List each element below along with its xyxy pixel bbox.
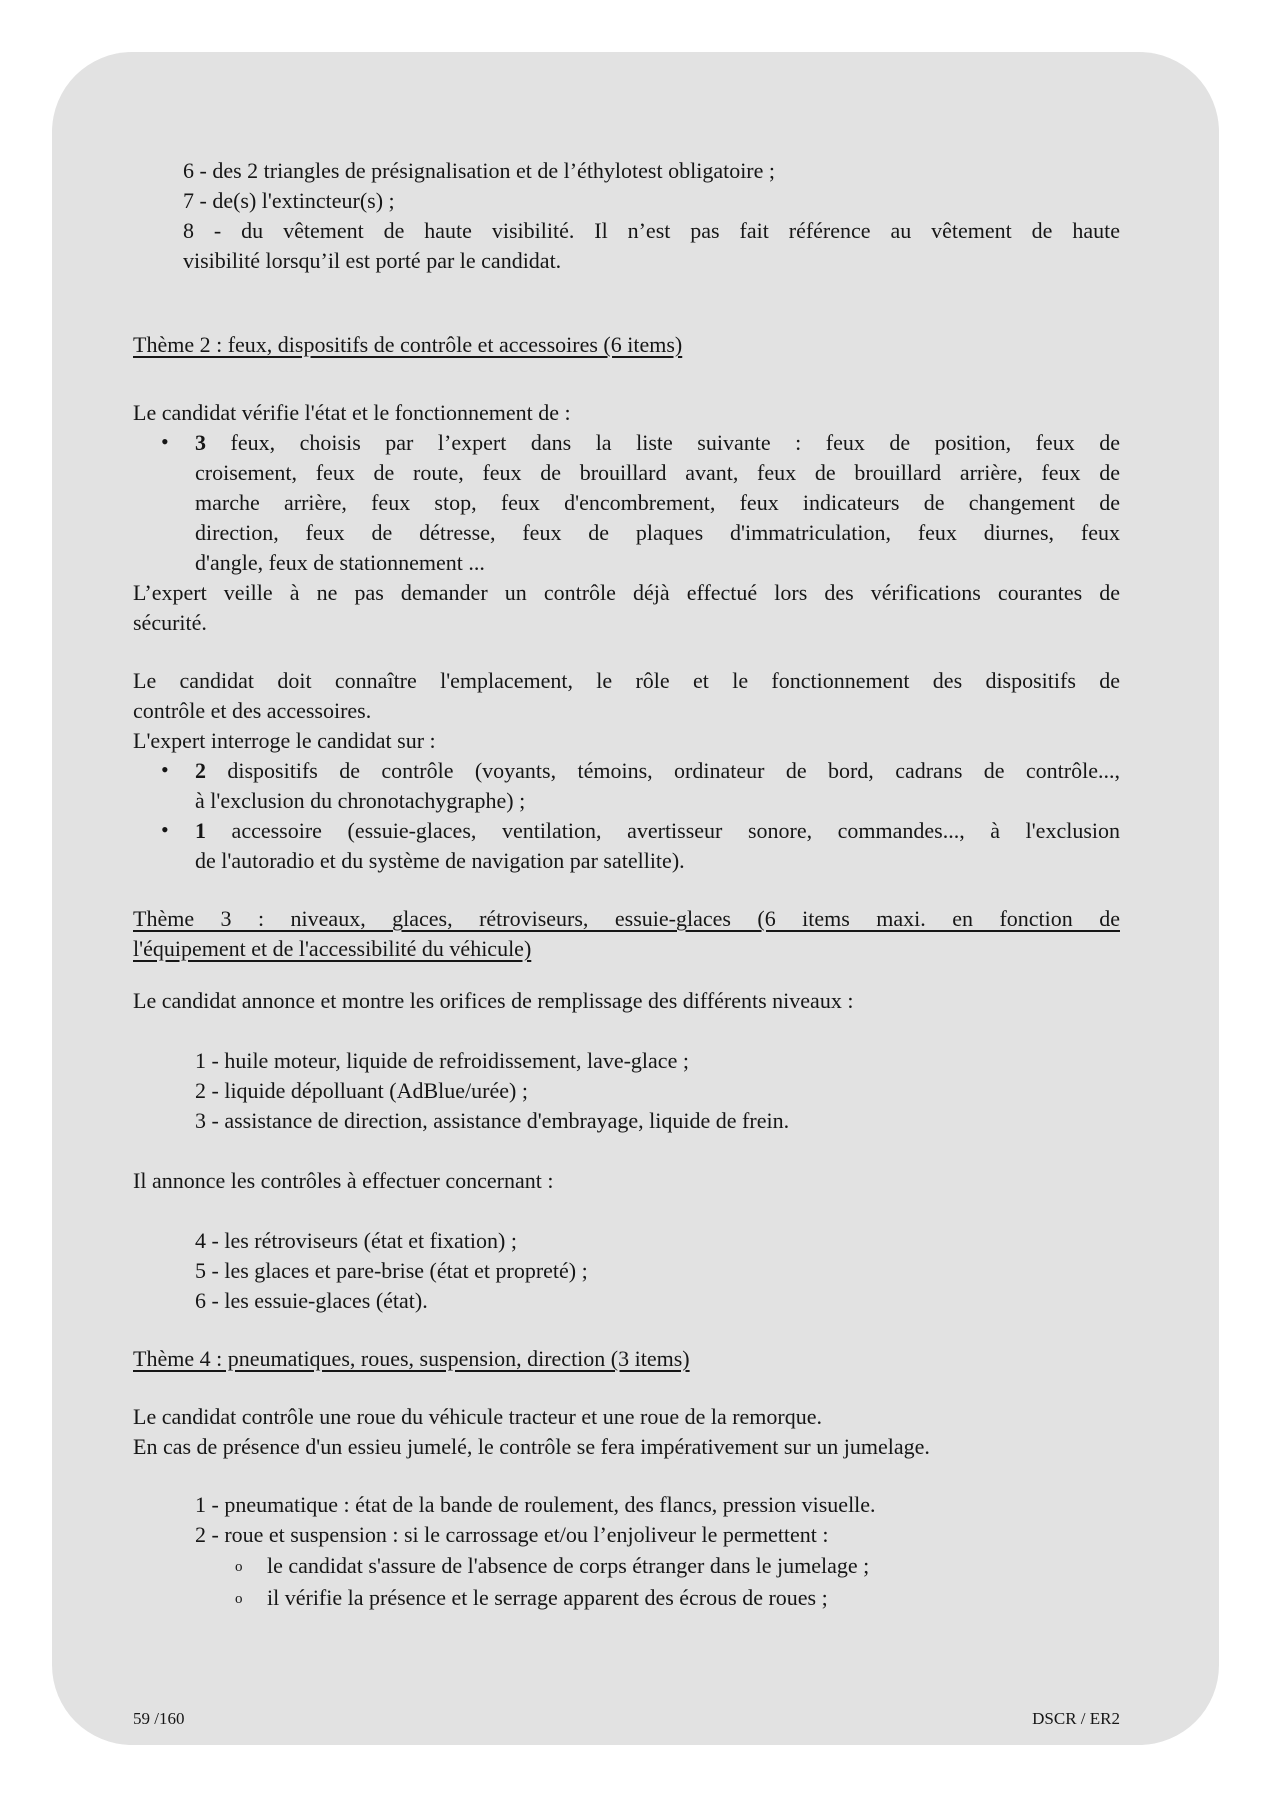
page-number: 59 /160 xyxy=(133,1709,185,1728)
text-line: Le candidat contrôle une roue du véhicule tracteur et une roue de la remorque. xyxy=(133,1404,823,1429)
theme4-items-1-2 xyxy=(133,1490,1120,1550)
text-line: d'angle, feux de stationnement ... xyxy=(195,550,485,575)
theme2-bullet-dispositifs xyxy=(133,756,1120,816)
text-line: o le candidat s'assure de l'absence de corps étranger dans le jumelage ; xyxy=(133,1550,1120,1582)
bullet-marker: • xyxy=(161,757,169,782)
theme4-subitems xyxy=(133,1550,1120,1614)
text-line: 2 - liquide dépolluant (AdBlue/urée) ; xyxy=(195,1078,528,1103)
theme2-candidat-note xyxy=(133,666,1120,726)
page-content xyxy=(133,156,1120,1614)
text-line: 8 - du vêtement de haute visibilité. Il n’est pas fait référence au vêtement de haute xyxy=(183,218,1120,243)
text-line: 2 dispositifs de contrôle (voyants, témoins, ordinateur de bord, cadrans de contrôle..., xyxy=(195,758,1120,783)
theme3-items-1-3 xyxy=(133,1046,1120,1136)
text-line: 6 - des 2 triangles de présignalisation et de l’éthylotest obligatoire ; xyxy=(183,158,776,183)
theme3-annonce xyxy=(133,1166,1120,1196)
section-heading-line: Thème 2 : feux, dispositifs de contrôle et accessoires (6 items) xyxy=(133,332,683,357)
circle-bullet-marker: o xyxy=(235,1559,243,1575)
text-line: 2 - roue et suspension : si le carrossage et/ou l’enjoliveur le permettent : xyxy=(195,1522,829,1547)
bold-count: 3 xyxy=(195,430,206,455)
theme2-expert-note xyxy=(133,578,1120,638)
text-line: direction, feux de détresse, feux de plaques d'immatriculation, feux diurnes, feux xyxy=(195,520,1120,545)
theme3-intro xyxy=(133,986,1120,1016)
text-line: 4 - les rétroviseurs (état et fixation) ; xyxy=(195,1228,517,1253)
text-line: Le candidat doit connaître l'emplacement, le rôle et le fonctionnement des dispositifs de xyxy=(133,668,1120,693)
equipment-items-6-8 xyxy=(133,156,1120,276)
section-heading-line: Thème 3 : niveaux, glaces, rétroviseurs, essuie-glaces (6 items maxi. en fonction de xyxy=(133,906,1120,931)
text-line: Le candidat annonce et montre les orifices de remplissage des différents niveaux : xyxy=(133,988,854,1013)
bold-count: 2 xyxy=(195,758,206,783)
text-line: sécurité. xyxy=(133,610,207,635)
theme2-expert-interroge xyxy=(133,726,1120,756)
text-line: de l'autoradio et du système de navigation par satellite). xyxy=(195,848,685,873)
text-line: visibilité lorsqu’il est porté par le candidat. xyxy=(183,248,562,273)
text-line: o il vérifie la présence et le serrage apparent des écrous de roues ; xyxy=(133,1582,1120,1614)
circle-bullet-marker: o xyxy=(235,1591,243,1607)
theme3-heading xyxy=(133,904,1120,964)
theme3-items-4-6 xyxy=(133,1226,1120,1316)
page-footer xyxy=(133,1709,1120,1729)
bullet-marker: • xyxy=(161,817,169,842)
theme4-heading xyxy=(133,1344,1120,1374)
text-line: 1 - huile moteur, liquide de refroidissement, lave-glace ; xyxy=(195,1048,689,1073)
text-line: 1 - pneumatique : état de la bande de roulement, des flancs, pression visuelle. xyxy=(195,1492,876,1517)
theme2-intro xyxy=(133,398,1120,428)
text-line: à l'exclusion du chronotachygraphe) ; xyxy=(195,788,526,813)
text-line: Il annonce les contrôles à effectuer concernant : xyxy=(133,1168,554,1193)
text-line: 3 - assistance de direction, assistance d'embrayage, liquide de frein. xyxy=(195,1108,790,1133)
text-line: En cas de présence d'un essieu jumelé, le contrôle se fera impérativement sur un jumelage. xyxy=(133,1434,930,1459)
text-line: marche arrière, feux stop, feux d'encombrement, feux indicateurs de changement de xyxy=(195,490,1120,515)
text-line: Le candidat vérifie l'état et le fonctionnement de : xyxy=(133,400,571,425)
document-reference: DSCR / ER2 xyxy=(1032,1709,1120,1728)
theme2-heading xyxy=(133,330,1120,360)
section-heading-line: l'équipement et de l'accessibilité du véhicule) xyxy=(133,936,532,961)
text-line: contrôle et des accessoires. xyxy=(133,698,372,723)
text-line: 7 - de(s) l'extincteur(s) ; xyxy=(183,188,395,213)
section-heading-line: Thème 4 : pneumatiques, roues, suspension, direction (3 items) xyxy=(133,1346,690,1371)
text-line: 3 feux, choisis par l’expert dans la liste suivante : feux de position, feux de xyxy=(195,430,1120,455)
text-line: L'expert interroge le candidat sur : xyxy=(133,728,436,753)
text-line: 6 - les essuie-glaces (état). xyxy=(195,1288,428,1313)
theme4-intro xyxy=(133,1402,1120,1462)
text-line: 5 - les glaces et pare-brise (état et propreté) ; xyxy=(195,1258,588,1283)
text-line: 1 accessoire (essuie-glaces, ventilation, avertisseur sonore, commandes..., à l'exclusion xyxy=(195,818,1120,843)
document-page xyxy=(52,52,1219,1745)
text-line: croisement, feux de route, feux de brouillard avant, feux de brouillard arrière, feux de xyxy=(195,460,1120,485)
theme2-bullet-accessoire xyxy=(133,816,1120,876)
text-line: L’expert veille à ne pas demander un contrôle déjà effectué lors des vérifications courantes de xyxy=(133,580,1120,605)
bullet-marker: • xyxy=(161,429,169,454)
bold-count: 1 xyxy=(195,818,206,843)
theme2-bullet-feux xyxy=(133,428,1120,578)
